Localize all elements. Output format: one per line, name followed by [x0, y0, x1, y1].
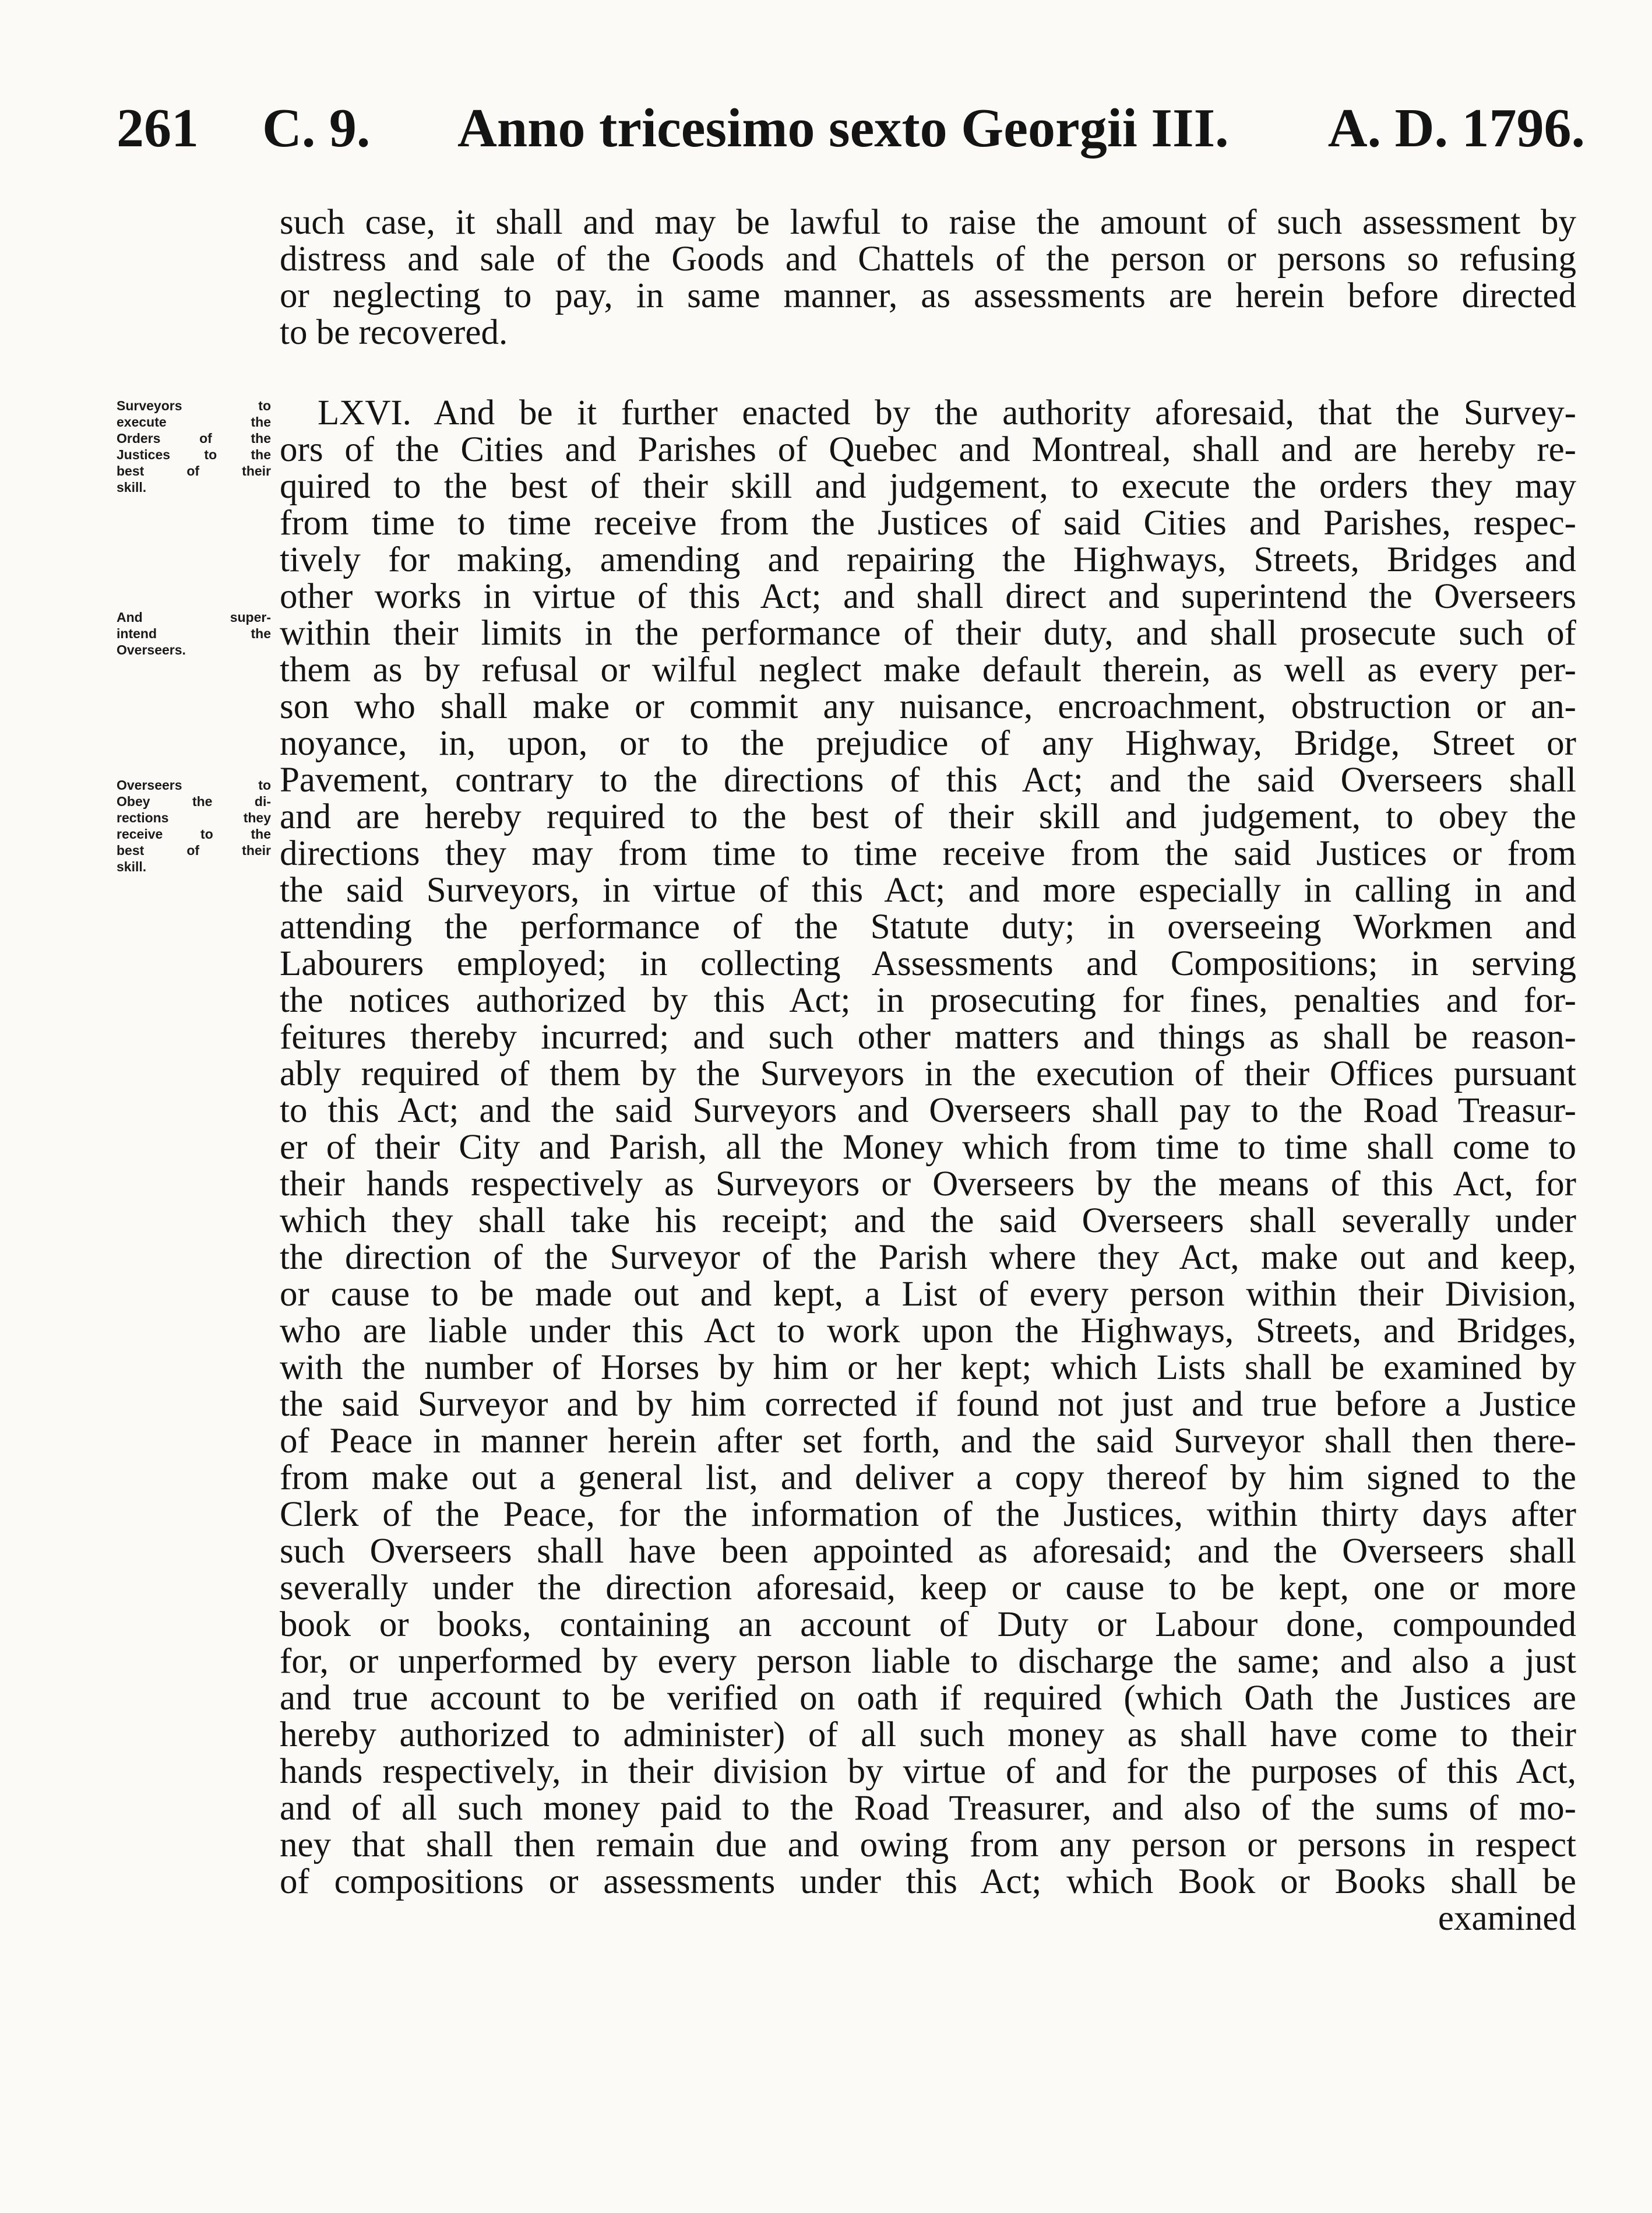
- body-line: tively for making, amending and repairing the Highways, Streets, Bridges and: [280, 540, 1576, 579]
- body-line: the direction of the Surveyor of the Parish where they Act, make out and keep,: [280, 1238, 1576, 1277]
- margin-note-line: skill.: [117, 859, 147, 874]
- margin-note-line: receive to the: [117, 826, 271, 842]
- body-line: other works in virtue of this Act; and shall direct and superintend the Overseers: [280, 577, 1576, 616]
- margin-note-line: best of their: [117, 843, 271, 858]
- body-line: ably required of them by the Surveyors in the execution of their Offices pursuant: [280, 1054, 1576, 1093]
- margin-note-line: Overseers to: [117, 777, 271, 793]
- margin-note-line: Justices to the: [117, 447, 271, 462]
- margin-note-overseers: [117, 777, 271, 875]
- margin-note-line: skill.: [117, 480, 147, 495]
- body-line: ney that shall then remain due and owing from any person or persons in respect: [280, 1825, 1576, 1864]
- body-line: son who shall make or commit any nuisance, encroachment, obstruction or an-: [280, 687, 1576, 726]
- body-line: the said Surveyor and by him corrected if found not just and true before a Justice: [280, 1385, 1576, 1424]
- act-title: Anno tricesimo sexto Georgii III.: [457, 98, 1229, 159]
- body-line: quired to the best of their skill and judgement, to execute the orders they may: [280, 467, 1576, 506]
- catchword: examined: [1438, 1899, 1576, 1938]
- body-line: hereby authorized to administer) of all such money as shall have come to their: [280, 1715, 1576, 1754]
- body-line: such Overseers shall have been appointed as aforesaid; and the Overseers shall: [280, 1532, 1576, 1571]
- body-line: from time to time receive from the Justices of said Cities and Parishes, respec-: [280, 504, 1576, 543]
- body-line: or neglecting to pay, in same manner, as assessments are herein before directed: [280, 276, 1576, 315]
- body-line: severally under the direction aforesaid, keep or cause to be kept, one or more: [280, 1568, 1576, 1607]
- body-line: of compositions or assessments under this Act; which Book or Books shall be: [280, 1862, 1576, 1901]
- body-line: within their limits in the performance of their duty, and shall prosecute such of: [280, 614, 1576, 653]
- body-line: Clerk of the Peace, for the information of the Justices, within thirty days after: [280, 1495, 1576, 1534]
- act-year: A. D. 1796.: [1327, 98, 1585, 159]
- body-line: from make out a general list, and deliver a copy thereof by him signed to the: [280, 1458, 1576, 1497]
- body-line: such case, it shall and may be lawful to raise the amount of such assessment by: [280, 203, 1576, 242]
- body-line-section-start: LXVI. And be it further enacted by the authority aforesaid, that the Survey-: [318, 393, 1576, 432]
- body-line: noyance, in, upon, or to the prejudice of any Highway, Bridge, Street or: [280, 724, 1576, 763]
- margin-note-line: intend the: [117, 626, 271, 641]
- body-line: for, or unperformed by every person liable to discharge the same; and also a just: [280, 1642, 1576, 1681]
- margin-note-surveyors: [117, 397, 271, 495]
- margin-note-line: rections they: [117, 810, 271, 825]
- body-line: and are hereby required to the best of their skill and judgement, to obey the: [280, 797, 1576, 836]
- body-line: and of all such money paid to the Road Treasurer, and also of the sums of mo-: [280, 1789, 1576, 1828]
- margin-note-line: Obey the di-: [117, 794, 271, 809]
- body-line: of Peace in manner herein after set forth, and the said Surveyor shall then there-: [280, 1422, 1576, 1461]
- body-line: or cause to be made out and kept, a List of every person within their Division,: [280, 1275, 1576, 1314]
- body-line: er of their City and Parish, all the Money which from time to time shall come to: [280, 1128, 1576, 1167]
- body-line: hands respectively, in their division by virtue of and for the purposes of this Act,: [280, 1752, 1576, 1791]
- margin-note-line: And super-: [117, 610, 271, 625]
- margin-note-line: Orders of the: [117, 431, 271, 446]
- body-line: to this Act; and the said Surveyors and Overseers shall pay to the Road Treasur-: [280, 1091, 1576, 1130]
- body-line: and true account to be verified on oath if required (which Oath the Justices are: [280, 1679, 1576, 1718]
- margin-note-line: Surveyors to: [117, 398, 271, 413]
- margin-note-line: execute the: [117, 414, 271, 430]
- margin-note-line: Overseers.: [117, 642, 186, 657]
- body-line: feitures thereby incurred; and such other matters and things as shall be reason-: [280, 1018, 1576, 1057]
- margin-note-superintend: [117, 609, 271, 658]
- body-line: distress and sale of the Goods and Chattels of the person or persons so refusing: [280, 240, 1576, 279]
- body-line: attending the performance of the Statute duty; in overseeing Workmen and: [280, 907, 1576, 947]
- body-line: which they shall take his receipt; and the said Overseers shall severally under: [280, 1201, 1576, 1240]
- running-header: [117, 93, 1585, 163]
- body-line: them as by refusal or wilful neglect make default therein, as well as every per-: [280, 650, 1576, 689]
- page-number: 261: [117, 98, 199, 159]
- body-line: Pavement, contrary to the directions of this Act; and the said Overseers shall: [280, 761, 1576, 800]
- body-line: who are liable under this Act to work upon the Highways, Streets, and Bridges,: [280, 1311, 1576, 1350]
- body-line: the said Surveyors, in virtue of this Act; and more especially in calling in and: [280, 871, 1576, 910]
- body-line: with the number of Horses by him or her kept; which Lists shall be examined by: [280, 1348, 1576, 1387]
- body-line: directions they may from time to time receive from the said Justices or from: [280, 834, 1576, 873]
- margin-note-line: best of their: [117, 463, 271, 479]
- body-line: their hands respectively as Surveyors or Overseers by the means of this Act, for: [280, 1164, 1576, 1204]
- chapter-number: C. 9.: [262, 98, 371, 159]
- body-line: ors of the Cities and Parishes of Quebec and Montreal, shall and are hereby re-: [280, 430, 1576, 469]
- body-line: Labourers employed; in collecting Assessments and Compositions; in serving: [280, 944, 1576, 983]
- body-line: the notices authorized by this Act; in prosecuting for fines, penalties and for-: [280, 981, 1576, 1020]
- body-line: book or books, containing an account of Duty or Labour done, compounded: [280, 1605, 1576, 1644]
- body-line: to be recovered.: [280, 313, 508, 352]
